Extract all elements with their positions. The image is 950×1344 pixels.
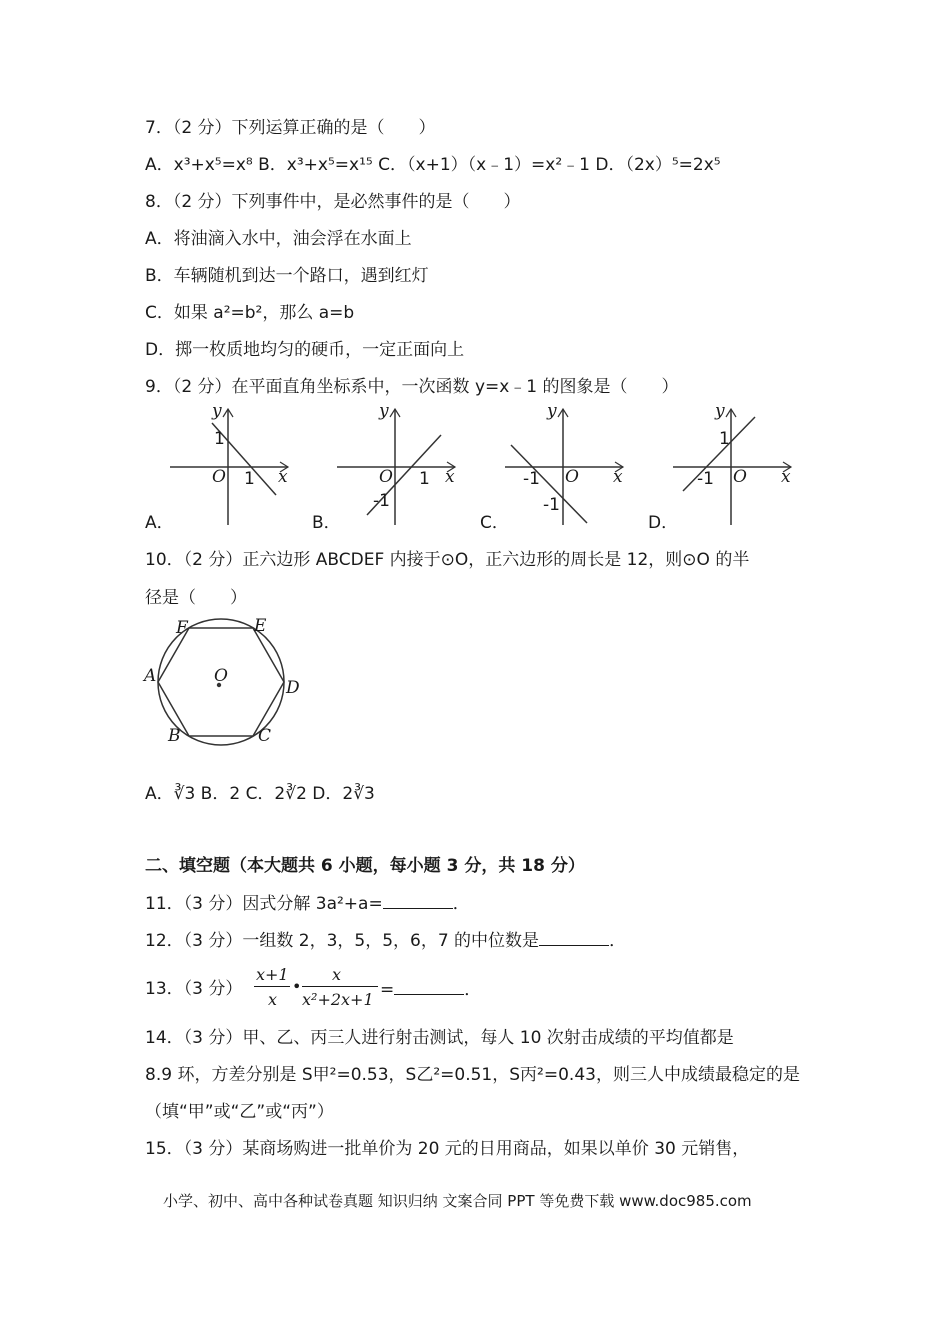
- q13-prefix: 13．（3 分）: [145, 979, 243, 999]
- q11-blank: [383, 892, 453, 909]
- graph-b: [337, 401, 462, 530]
- q11: [145, 892, 470, 915]
- vertex-b-label: B: [168, 726, 181, 746]
- y-label: y: [547, 401, 557, 421]
- graph-b-svg: [337, 405, 462, 530]
- q9-label-d: D．: [648, 513, 679, 533]
- graph-a: [170, 401, 295, 530]
- q13-fraction-bar-1: [254, 986, 290, 987]
- q10-stem-line1: 10．（2 分）正六边形 ABCDEF 内接于⊙O，正六边形的周长是 12，则⊙O 的半: [145, 550, 750, 570]
- hexagon-figure: [140, 612, 310, 752]
- vertex-c-label: C: [258, 726, 272, 746]
- origin-label: O: [212, 467, 226, 487]
- q13-fraction-bar-2: [302, 986, 378, 987]
- intercept-label-y: -1: [373, 491, 390, 511]
- q13-den1: x: [268, 990, 278, 1009]
- q11-text: 11．（3 分）因式分解 3a²+a=: [145, 894, 383, 914]
- q13-eq: =: [380, 980, 395, 1000]
- intercept-label-x: -1: [523, 469, 540, 489]
- q10-stem-line2: 径是（ ）: [145, 588, 247, 608]
- q8-option-c: C．如果 a²=b²，那么 a=b: [145, 303, 355, 323]
- graph-d: [673, 401, 798, 530]
- origin-label: O: [733, 467, 747, 487]
- intercept-label-x: 1: [244, 469, 255, 489]
- x-label: x: [781, 467, 791, 487]
- center-label: O: [214, 666, 228, 686]
- q15-line1: 15．（3 分）某商场购进一批单价为 20 元的日用商品，如果以单价 30 元销售，: [145, 1139, 750, 1159]
- x-label: x: [613, 467, 623, 487]
- q14-line3: （填“甲”或“乙”或“丙”）: [145, 1102, 334, 1122]
- q9-stem: 9．（2 分）在平面直角坐标系中，一次函数 y=x﹣1 的图象是（ ）: [145, 377, 679, 397]
- origin-label: O: [379, 467, 393, 487]
- q13-answer: [380, 978, 481, 1001]
- x-label: x: [445, 467, 455, 487]
- q13-end: ．: [464, 980, 482, 1000]
- graph-c: [505, 401, 630, 530]
- intercept-label-y: 1: [214, 429, 225, 449]
- q10-options: A．∛3 B．2 C．2∛2 D．2∛3: [145, 784, 375, 804]
- vertex-e-label: E: [254, 616, 267, 636]
- x-label: x: [278, 467, 288, 487]
- q13-dot: •: [292, 977, 302, 996]
- q8-option-b: B．车辆随机到达一个路口，遇到红灯: [145, 266, 429, 286]
- q13-blank: [394, 978, 464, 995]
- page-footer: 小学、初中、高中各种试卷真题 知识归纳 文案合同 PPT 等免费下载 www.doc985.com: [163, 1192, 752, 1210]
- q7-stem: 7．（2 分）下列运算正确的是（ ）: [145, 118, 436, 138]
- q9-label-c: C．: [480, 513, 509, 533]
- origin-label: O: [565, 467, 579, 487]
- section-heading: 二、填空题（本大题共 6 小题，每小题 3 分，共 18 分）: [145, 856, 585, 876]
- q8-option-a: A．将油滴入水中，油会浮在水面上: [145, 229, 412, 249]
- intercept-label-y: 1: [719, 429, 730, 449]
- q13-num2: x: [332, 965, 342, 984]
- intercept-label-x: -1: [697, 469, 714, 489]
- q12-blank: [539, 929, 609, 946]
- q7-options: A．x³+x⁵=x⁸ B．x³+x⁵=x¹⁵ C．（x+1）（x﹣1）=x²﹣1 D．（2x）⁵=2x⁵: [145, 155, 721, 175]
- vertex-d-label: D: [286, 678, 300, 698]
- vertex-f-label: F: [176, 618, 188, 638]
- intercept-label-y: -1: [543, 495, 560, 515]
- q9-label-a: A．: [145, 513, 174, 533]
- q13-den2: x²+2x+1: [302, 990, 374, 1009]
- y-label: y: [379, 401, 389, 421]
- graph-a-svg: [170, 405, 295, 530]
- y-label: y: [715, 401, 725, 421]
- q9-label-b: B．: [312, 513, 341, 533]
- q14-line1: 14．（3 分）甲、乙、丙三人进行射击测试，每人 10 次射击成绩的平均值都是: [145, 1028, 734, 1048]
- q12-end: ．: [609, 931, 627, 951]
- intercept-label-x: 1: [419, 469, 430, 489]
- q12-text: 12．（3 分）一组数 2，3，5，5，6，7 的中位数是: [145, 931, 540, 951]
- q11-end: ．: [452, 894, 470, 914]
- q8-option-d: D．掷一枚质地均匀的硬币，一定正面向上: [145, 340, 465, 360]
- q12: [145, 929, 626, 952]
- y-label: y: [212, 401, 222, 421]
- q13-num1: x+1: [256, 965, 289, 984]
- q8-stem: 8．（2 分）下列事件中，是必然事件的是（ ）: [145, 192, 521, 212]
- vertex-a-label: A: [144, 666, 157, 686]
- q14-line2: 8.9 环，方差分别是 S甲²=0.53，S乙²=0.51，S丙²=0.43，则三人中成绩最稳定的是: [145, 1065, 800, 1085]
